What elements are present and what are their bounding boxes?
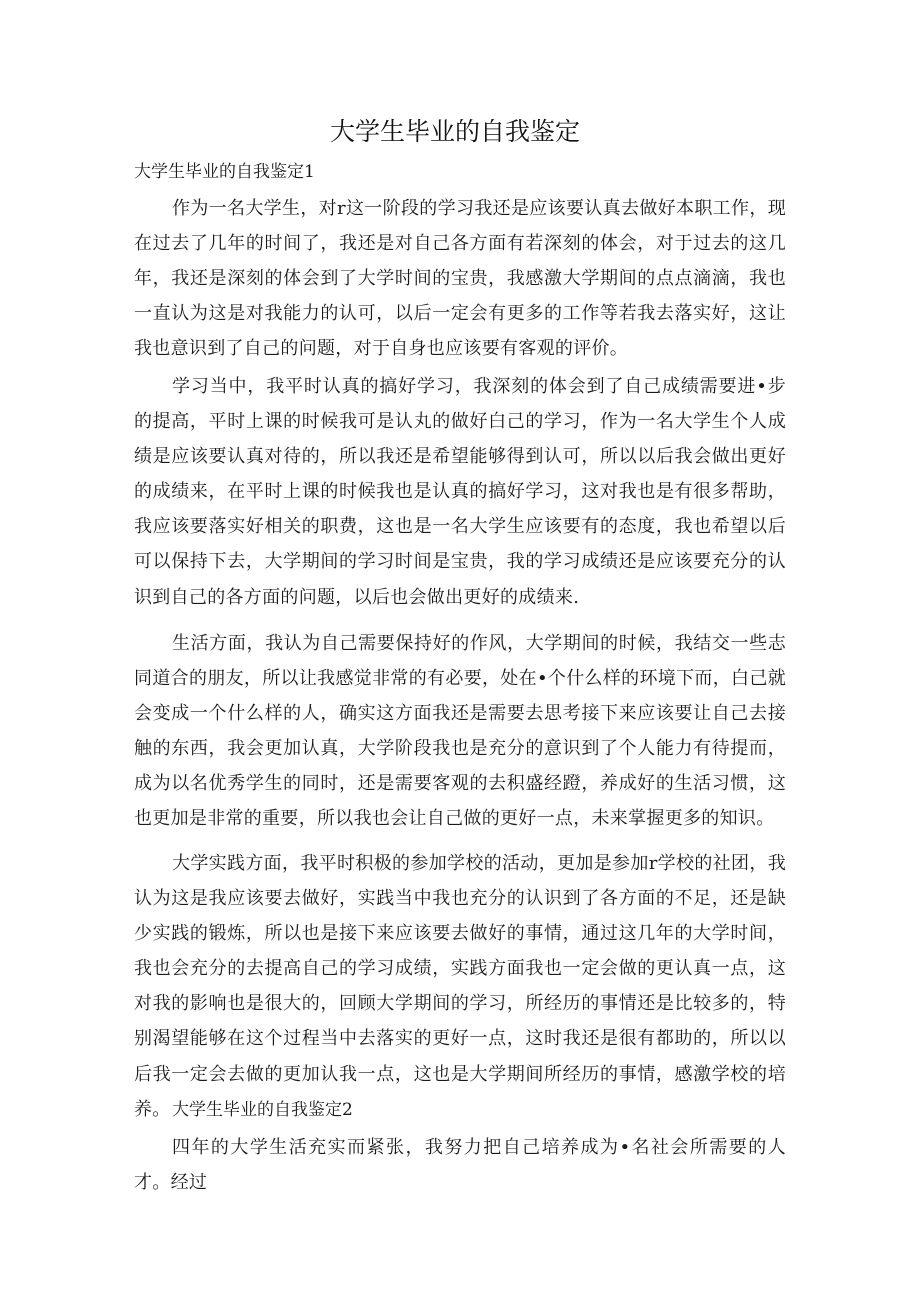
paragraph-intro: 作为一名大学生，对r这一阶段的学习我还是应该要认真去做好本职工作，现在过去了几年的时间了，我还是对自己各方面有若深刻的体会，对于过去的这几年，我还是深刻的体会到了大学时间的宝贵，我感激大学期间的点点滴滴，我也一直认为这是对我能力的认可，以后一定会有更多的工作等若我去落实好，这让我也意识到了自己的问题，对于自身也应该要有客观的评价。 [134,198,786,360]
paragraph-life: 生活方面，我认为自己需要保持好的作风，大学期间的时候，我结交一些志同道合的朋友，所以让我感觉非常的有必要，处在•个什么样的环境下而，白己就会变成一个什么样的人，确实这方面我还是需要去思考接下来应该要让自己去接触的东西，我会更加认真，大学阶段我也是充分的意识到了个人能力有待提而，成为以名优秀学生的同时，还是需要客观的去积盛经蹬，养成好的生活习惯，这也更加是非常的重要，所以我也会让自己做的更好一点，未来掌握更多的知识。 [134,633,786,830]
paragraph-study: 学习当中，我平时认真的搞好学习，我深刻的体会到了自己成绩需要进•步的提高，平时上课的时候我可是认丸的做好白己的学习，作为一名大学生个人成绩是应该要认真对待的，所以我还是希望能够得到认可，所以以后我会做出更好的成绩来，在平时上课的时候我也是认真的搞好学习，这对我也是有很多帮助，我应该要落实好相关的职费，这也是一名大学生应该要有的态度，我也希望以后可以保持下去，大学期间的学习时间是宝贵，我的学习成绩还是应该要充分的认识到自己的各方面的问题，以后也会做出更好的成绩来. [134,376,786,608]
paragraph-section2-opening: 四年的大学生活充实而紧张，我努力把自己培养成为•名社会所需要的人才。经过 [134,1137,786,1194]
section-heading-2: 大学生毕业的自我鉴定2 [172,1100,353,1120]
section-heading-1: 大学生毕业的自我鉴定1 [134,162,315,182]
document-title: 大学生毕业的自我鉴定 [329,117,580,146]
paragraph-practice: 大学实践方面，我平时积极的参加学校的活动，更加是参加r学校的社团，我认为这是我应该要去做好，实践当中我也充分的认识到了各方面的不足，还是缺少实践的锻炼，所以也是接下来应该要去做好的事情，通过这几年的大学时间，我也会充分的去提高自己的学习成绩，实践方面我也一定会做的更认真一点，这对我的影响也是很大的，回顾大学期间的学习，所经历的事情还是比较多的，特别渴望能够在这个过程当中去落实的更好一点，这时我还是很有都助的，所以以后我一定会去做的更加认我一点，这也是大学期间所经历的事情，感激学校的培养。 [134,853,786,1120]
